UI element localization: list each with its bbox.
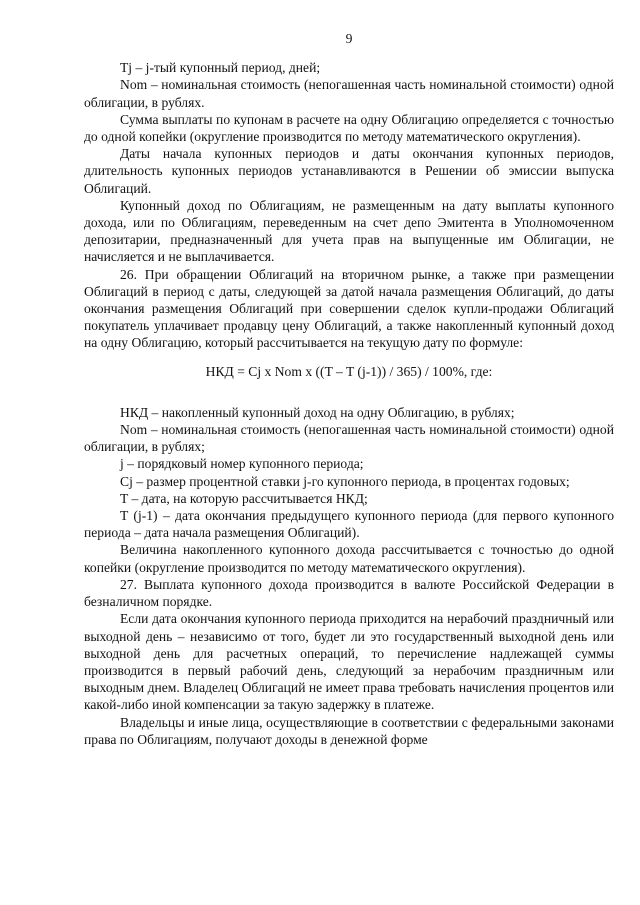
owners-income-paragraph: Владельцы и иные лица, осуществляющие в соответствии с федеральными законами права по Облигациям, получают доходы в денежной форме (84, 714, 614, 747)
coupon-period-dates: Даты начала купонных периодов и даты окончания купонных периодов, длительность купонных периодов устанавливаются в Решении об эмиссии выпуска Облигаций. (84, 146, 614, 196)
non-working-day-rule: Если дата окончания купонного периода приходится на нерабочий праздничный или выходной день – независимо от того, будет ли это государственный выходной день или выходной день для расчетных операций, то перечисление надлежащей суммы производится в первый рабочий день, следующий за нерабочим праздничным или выходным днем. Владелец Облигаций не имеет права требовать начисления процентов или какой-либо иной компенсации за такую задержку в платеже. (84, 611, 614, 713)
definition-nkd: НКД – накопленный купонный доход на одну Облигацию, в рублях; (120, 404, 515, 420)
definition-t-j-1: T (j-1) – дата окончания предыдущего купонного периода (для первого купонного периода – дата начала размещения Облигаций). (84, 508, 614, 541)
accrued-income-precision: Величина накопленного купонного дохода рассчитывается с точностью до одной копейки (округление производится по методу математического округления). (84, 542, 614, 575)
definition-nom: Nom – номинальная стоимость (непогашенная часть номинальной стоимости) одной облигации, в рублях. (84, 77, 614, 110)
definition-tj: Tj – j-тый купонный период, дней; (120, 60, 321, 76)
coupon-payment-precision: Сумма выплаты по купонам в расчете на одну Облигацию определяется с точностью до одной копейки (округление производится по методу математического округления). (84, 111, 614, 145)
definition-nom-2: Nom – номинальная стоимость (непогашенная часть номинальной стоимости) одной облигации, в рублях; (84, 422, 614, 455)
unplaced-bonds-income: Купонный доход по Облигациям, не размещенным на дату выплаты купонного дохода, или по Облигациям, переведенным на счет депо Эмитента в Уполномоченном депозитарии, предназначенный для учета прав на выпущенные им Облигации, не начисляется и не выплачивается. (84, 197, 614, 265)
page-number: 9 (345, 31, 353, 46)
definition-cj: Cj – размер процентной ставки j-го купонного периода, в процентах годовых; (120, 473, 570, 489)
nkd-formula: НКД = Cj x Nom x ((T – T (j-1)) / 365) / 100%, где: (205, 363, 493, 379)
clause-26: 26. При обращении Облигаций на вторичном рынке, а также при размещении Облигаций в период с даты, следующей за датой начала размещения Облигаций, до даты окончания размещения Облигаций при совершении сделок купли-продажи Облигаций покупатель уплачивает продавцу цену Облигаций, а также накопленный купонный доход на одну Облигацию, который рассчитывается на текущую дату по формуле: (84, 266, 614, 351)
document-page (84, 30, 614, 748)
clause-27: 27. Выплата купонного дохода производится в валюте Российской Федерации в безналичном порядке. (84, 576, 614, 610)
definition-j: j – порядковый номер купонного периода; (120, 456, 364, 472)
definition-t: T – дата, на которую рассчитывается НКД; (120, 490, 368, 506)
